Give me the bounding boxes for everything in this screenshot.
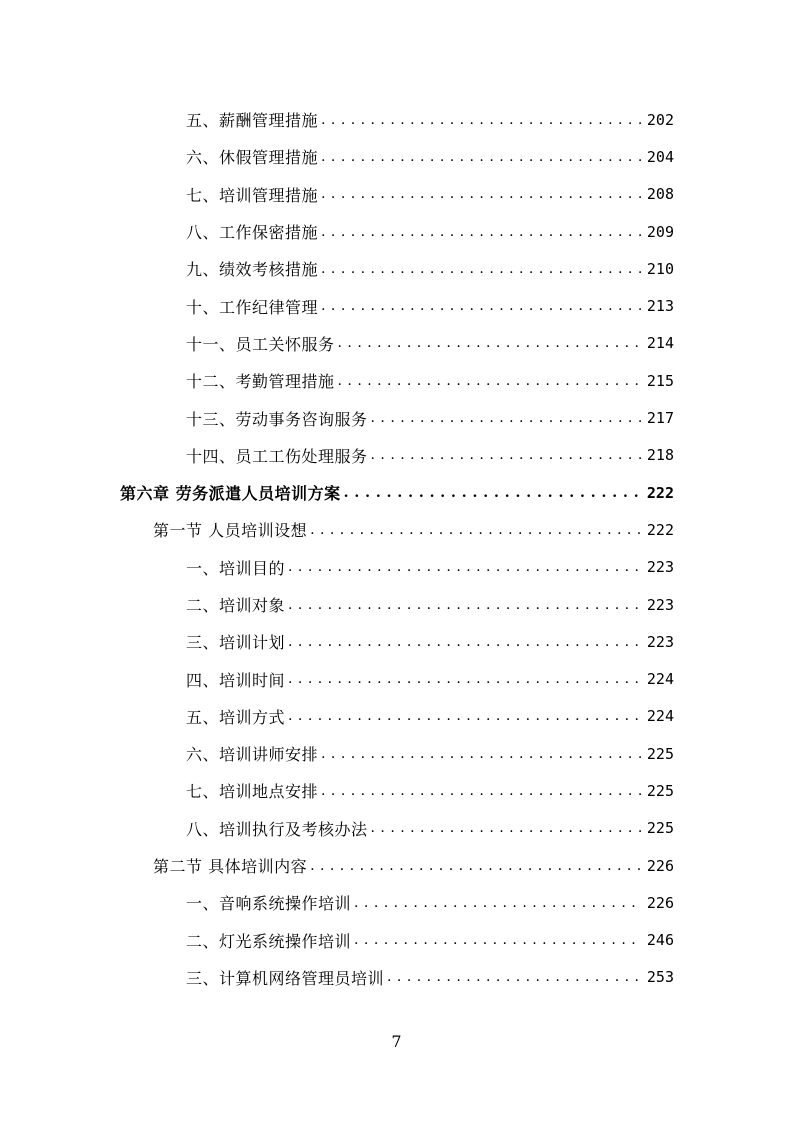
toc-dot-leader (288, 669, 642, 689)
toc-dot-leader (321, 222, 642, 242)
toc-dot-leader (371, 445, 642, 465)
toc-item-entry[interactable] (0, 922, 793, 959)
toc-item-entry[interactable] (0, 287, 793, 324)
toc-dot-leader (321, 781, 642, 801)
toc-item-entry[interactable] (0, 101, 793, 138)
toc-entry-title: 四、培训时间 (186, 670, 286, 690)
toc-entry-page-number: 223 (646, 558, 674, 577)
toc-entry-title: 九、绩效考核措施 (186, 260, 319, 280)
toc-entry-page-number: 222 (646, 520, 674, 539)
toc-item-entry[interactable] (0, 735, 793, 772)
toc-entry-page-number: 210 (646, 259, 674, 278)
toc-dot-leader (288, 557, 642, 577)
toc-dot-leader (321, 184, 642, 204)
toc-entry-title: 五、薪酬管理措施 (186, 111, 319, 131)
toc-item-entry[interactable] (0, 549, 793, 586)
toc-entry-title: 七、培训管理措施 (186, 185, 319, 205)
toc-entry-title: 十一、员工关怀服务 (186, 334, 335, 354)
toc-entry-title: 八、工作保密措施 (186, 223, 319, 243)
toc-item-entry[interactable] (0, 138, 793, 175)
toc-entry-page-number: 223 (646, 632, 674, 651)
toc-dot-leader (354, 893, 642, 913)
toc-item-entry[interactable] (0, 362, 793, 399)
toc-chapter-entry[interactable] (0, 474, 793, 511)
toc-entry-page-number: 222 (646, 483, 674, 502)
toc-entry-title: 二、灯光系统操作培训 (186, 931, 352, 951)
toc-entry-page-number: 225 (646, 781, 674, 800)
toc-entry-title: 一、培训目的 (186, 558, 286, 578)
toc-entry-page-number: 218 (646, 446, 674, 465)
table-of-contents (0, 101, 793, 996)
toc-item-entry[interactable] (0, 399, 793, 436)
toc-entry-title: 六、休假管理措施 (186, 148, 319, 168)
toc-entry-page-number: 209 (646, 222, 674, 241)
toc-entry-title: 十二、考勤管理措施 (186, 372, 335, 392)
toc-entry-title: 六、培训讲师安排 (186, 745, 319, 765)
toc-entry-title: 十四、员工工伤处理服务 (186, 446, 368, 466)
toc-item-entry[interactable] (0, 810, 793, 847)
toc-dot-leader (321, 296, 642, 316)
toc-entry-page-number: 208 (646, 185, 674, 204)
toc-entry-title: 八、培训执行及考核办法 (186, 819, 368, 839)
toc-entry-page-number: 215 (646, 371, 674, 390)
toc-item-entry[interactable] (0, 772, 793, 809)
toc-dot-leader (338, 371, 642, 391)
toc-item-entry[interactable] (0, 959, 793, 996)
toc-entry-title: 十三、劳动事务咨询服务 (186, 409, 368, 429)
toc-item-entry[interactable] (0, 884, 793, 921)
toc-entry-title: 第一节 人员培训设想 (153, 521, 308, 541)
toc-section-entry[interactable] (0, 511, 793, 548)
toc-dot-leader (321, 744, 642, 764)
toc-dot-leader (321, 147, 642, 167)
toc-entry-title: 七、培训地点安排 (186, 782, 319, 802)
toc-entry-page-number: 224 (646, 670, 674, 689)
toc-dot-leader (387, 967, 642, 987)
toc-item-entry[interactable] (0, 586, 793, 623)
toc-entry-page-number: 223 (646, 595, 674, 614)
toc-dot-leader (344, 483, 642, 503)
toc-entry-page-number: 213 (646, 297, 674, 316)
toc-dot-leader (371, 818, 642, 838)
toc-item-entry[interactable] (0, 176, 793, 213)
toc-dot-leader (310, 856, 642, 876)
toc-entry-title: 十、工作纪律管理 (186, 297, 319, 317)
toc-item-entry[interactable] (0, 623, 793, 660)
toc-entry-title: 第六章 劳务派遣人员培训方案 (120, 484, 341, 504)
toc-dot-leader (321, 110, 642, 130)
toc-entry-page-number: 246 (646, 931, 674, 950)
toc-dot-leader (321, 259, 642, 279)
toc-dot-leader (354, 930, 642, 950)
toc-dot-leader (371, 408, 642, 428)
toc-item-entry[interactable] (0, 660, 793, 697)
toc-dot-leader (288, 632, 642, 652)
toc-item-entry[interactable] (0, 213, 793, 250)
toc-entry-page-number: 225 (646, 819, 674, 838)
toc-entry-title: 第二节 具体培训内容 (153, 857, 308, 877)
toc-dot-leader (310, 520, 642, 540)
toc-dot-leader (288, 595, 642, 615)
toc-entry-page-number: 253 (646, 968, 674, 987)
toc-entry-page-number: 226 (646, 893, 674, 912)
toc-entry-title: 一、音响系统操作培训 (186, 894, 352, 914)
toc-entry-title: 三、计算机网络管理员培训 (186, 968, 385, 988)
toc-entry-page-number: 214 (646, 334, 674, 353)
toc-entry-page-number: 202 (646, 110, 674, 129)
toc-entry-page-number: 204 (646, 147, 674, 166)
toc-section-entry[interactable] (0, 847, 793, 884)
toc-entry-page-number: 225 (646, 744, 674, 763)
toc-entry-page-number: 217 (646, 409, 674, 428)
toc-item-entry[interactable] (0, 437, 793, 474)
toc-entry-title: 二、培训对象 (186, 596, 286, 615)
toc-entry-page-number: 226 (646, 856, 674, 875)
page-number: 7 (391, 1032, 402, 1051)
toc-item-entry[interactable] (0, 698, 793, 735)
toc-dot-leader (338, 333, 642, 353)
toc-item-entry[interactable] (0, 325, 793, 362)
toc-entry-page-number: 224 (646, 707, 674, 726)
toc-dot-leader (288, 706, 642, 726)
toc-entry-title: 三、培训计划 (186, 633, 286, 653)
toc-item-entry[interactable] (0, 250, 793, 287)
toc-entry-title: 五、培训方式 (186, 707, 286, 727)
